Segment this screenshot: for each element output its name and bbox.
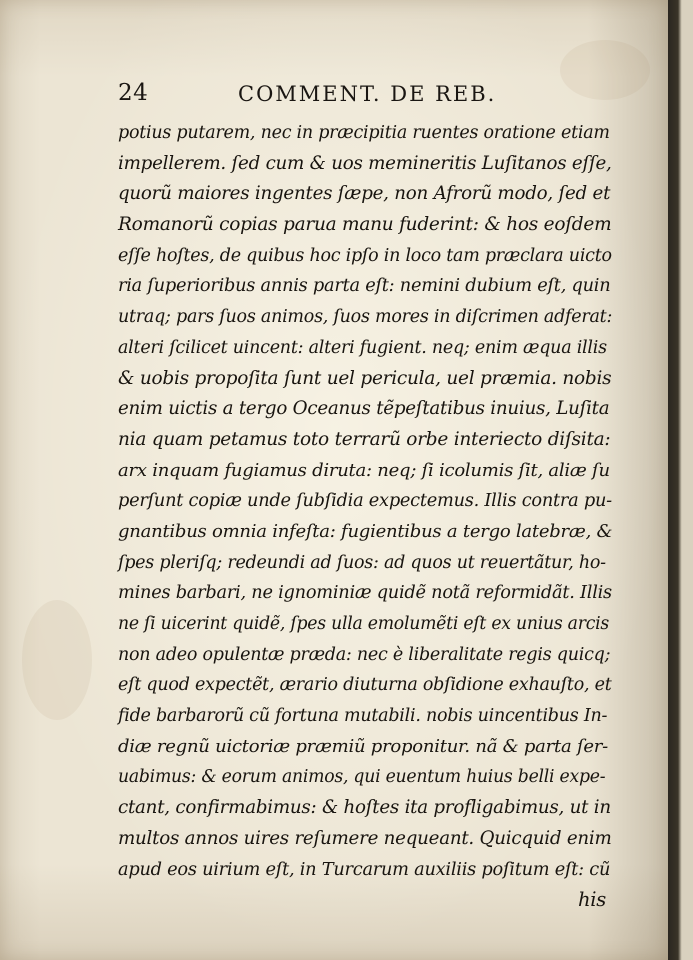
text-line: Romanorũ copias parua manu fuderint: & hos eoſdem: [118, 214, 612, 236]
text-line: multos annos uires reſumere nequeant. Quicquid enim: [118, 827, 612, 849]
text-line: non adeo opulentæ præda: nec è liberalitate regis quicq;: [118, 644, 611, 665]
running-head: [118, 76, 518, 112]
text-line: fide barbarorũ cũ fortuna mutabili. nobis uincentibus In-: [118, 706, 608, 727]
text-line: & uobis propoſita ſunt uel pericula, uel præmia. nobis: [118, 367, 612, 389]
text-line: eſt quod expectẽt, ærario diuturna obſidione exhauſto, et: [118, 675, 612, 696]
text-line: potius putarem, nec in præcipitia ruentes oratione etiam: [118, 123, 610, 143]
text-line: eſſe hoſtes, de quibus hoc ipſo in loco tam præclara uicto: [118, 245, 612, 266]
text-line: enim uictis a tergo Oceanus tẽpeſtatibus inuius, Luſita: [118, 398, 610, 420]
text-line: apud eos uirium eſt, in Turcarum auxiliis poſitum eſt: cũ: [118, 859, 611, 880]
text-line: alteri ſcilicet uincent: alteri fugient. neq; enim æqua illis: [118, 337, 607, 358]
text-line: ne ſi uicerint quidẽ, ſpes ulla emolumẽti eſt ex unius arcis: [118, 614, 609, 634]
text-line: impellerem. ſed cum & uos memineritis Luſitanos eſſe,: [118, 152, 612, 174]
text-line: quorũ maiores ingentes ſæpe, non Afrorũ modo, ſed et: [118, 183, 611, 205]
text-line: diæ regnũ uictoriæ præmiũ proponitur. nã & parta ſer-: [118, 735, 608, 757]
text-line: ria ſuperioribus annis parta eſt: nemini dubium eſt, quin: [118, 276, 611, 297]
text-line: nia quam petamus toto terrarũ orbe interiecto diſsita:: [118, 428, 611, 450]
text-line: ctant, confirmabimus: & hoſtes ita profligabimus, ut in: [118, 797, 611, 819]
catchword: his: [577, 888, 606, 912]
paper-stain: [22, 600, 92, 720]
text-line: utraq; pars ſuos animos, ſuos mores in diſcrimen adferat:: [118, 307, 613, 328]
page-number: 24: [118, 80, 149, 106]
body-text: [118, 118, 612, 916]
text-line: arx inquam fugiamus diruta: neq; ſi icolumis ſit, aliæ ſu: [118, 459, 610, 481]
paper-stain: [560, 40, 650, 100]
next-page-edge: [682, 0, 693, 960]
text-line: uabimus: & eorum animos, qui euentum huius belli expe-: [118, 767, 606, 788]
text-line: perſunt copiæ unde ſubſidia expectemus. Illis contra pu-: [118, 491, 612, 512]
running-title: COMMENT. DE REB.: [238, 82, 497, 106]
text-line: ſpes pleriſq; redeundi ad ſuos: ad quos ut reuertãtur, ho-: [118, 552, 606, 573]
text-line: mines barbari, ne ignominiæ quidẽ notã reformidãt. Illis: [118, 583, 612, 604]
text-line: gnantibus omnia infeſta: fugientibus a tergo latebræ, &: [118, 520, 613, 542]
